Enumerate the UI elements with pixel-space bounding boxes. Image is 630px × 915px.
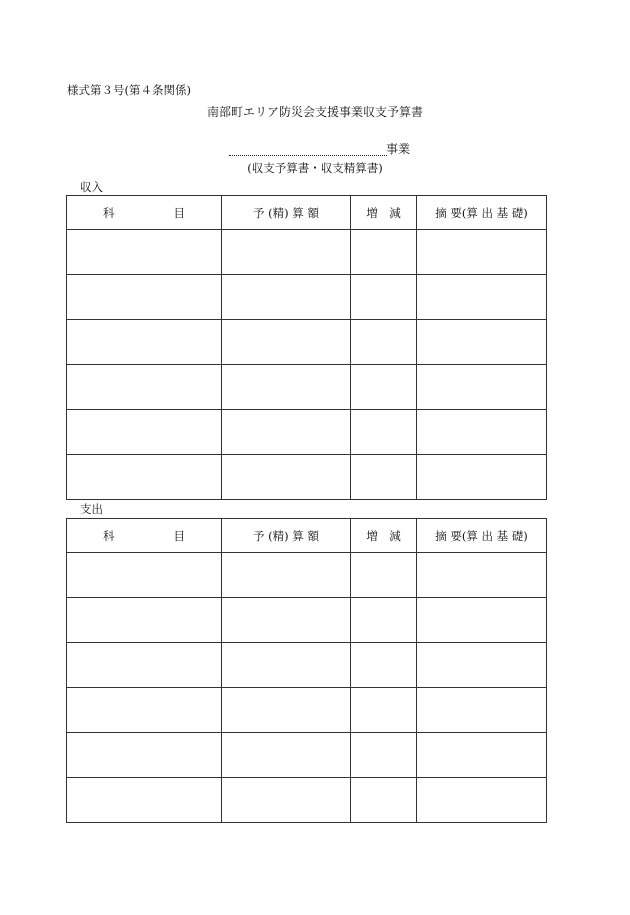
summary-cell[interactable] [417, 320, 547, 365]
change-cell[interactable] [351, 553, 417, 598]
item-cell[interactable] [67, 688, 222, 733]
amount-cell[interactable] [222, 365, 351, 410]
change-cell[interactable] [351, 275, 417, 320]
summary-cell[interactable] [417, 410, 547, 455]
table-row [67, 455, 547, 500]
summary-cell[interactable] [417, 275, 547, 320]
summary-cell[interactable] [417, 365, 547, 410]
summary-cell[interactable] [417, 598, 547, 643]
table-row [67, 733, 547, 778]
project-suffix: 事業 [385, 142, 410, 156]
form-number: 様式第３号(第４条関係) [67, 83, 191, 97]
summary-cell[interactable] [417, 553, 547, 598]
summary-header: 摘 要(算 出 基 礎) [417, 196, 547, 230]
item-header-right: 目 [173, 528, 185, 543]
item-cell[interactable] [67, 733, 222, 778]
table-row [67, 365, 547, 410]
item-cell[interactable] [67, 778, 222, 823]
table-row [67, 778, 547, 823]
summary-cell[interactable] [417, 733, 547, 778]
amount-cell[interactable] [222, 688, 351, 733]
amount-cell[interactable] [222, 733, 351, 778]
project-name-line [229, 141, 410, 157]
amount-cell[interactable] [222, 455, 351, 500]
item-header [67, 196, 222, 230]
income-header-row [67, 196, 547, 230]
expense-header-row [67, 519, 547, 553]
item-header-left: 科 [103, 528, 115, 543]
expense-section-label: 支出 [80, 502, 103, 516]
item-cell[interactable] [67, 230, 222, 275]
change-header: 増 減 [351, 519, 417, 553]
amount-cell[interactable] [222, 598, 351, 643]
amount-cell[interactable] [222, 643, 351, 688]
summary-cell[interactable] [417, 643, 547, 688]
table-row [67, 230, 547, 275]
change-cell[interactable] [351, 410, 417, 455]
amount-cell[interactable] [222, 230, 351, 275]
expense-table [66, 518, 547, 823]
summary-cell[interactable] [417, 688, 547, 733]
item-cell[interactable] [67, 598, 222, 643]
summary-header: 摘 要(算 出 基 礎) [417, 519, 547, 553]
amount-cell[interactable] [222, 275, 351, 320]
amount-cell[interactable] [222, 410, 351, 455]
item-cell[interactable] [67, 410, 222, 455]
item-cell[interactable] [67, 275, 222, 320]
table-row [67, 320, 547, 365]
summary-cell[interactable] [417, 778, 547, 823]
change-cell[interactable] [351, 230, 417, 275]
change-cell[interactable] [351, 320, 417, 365]
change-cell[interactable] [351, 778, 417, 823]
project-name-blank[interactable] [229, 141, 387, 156]
table-row [67, 410, 547, 455]
amount-cell[interactable] [222, 320, 351, 365]
amount-header: 予 (精) 算 額 [222, 519, 351, 553]
change-cell[interactable] [351, 455, 417, 500]
income-table [66, 195, 547, 500]
table-row [67, 598, 547, 643]
table-row [67, 275, 547, 320]
change-cell[interactable] [351, 643, 417, 688]
summary-cell[interactable] [417, 230, 547, 275]
change-cell[interactable] [351, 598, 417, 643]
summary-cell[interactable] [417, 455, 547, 500]
item-cell[interactable] [67, 320, 222, 365]
table-row [67, 688, 547, 733]
item-header-left: 科 [103, 205, 115, 220]
item-header [67, 519, 222, 553]
item-cell[interactable] [67, 365, 222, 410]
amount-cell[interactable] [222, 553, 351, 598]
income-section-label: 収入 [80, 180, 103, 194]
amount-header: 予 (精) 算 額 [222, 196, 351, 230]
item-cell[interactable] [67, 553, 222, 598]
document-kind: (収支予算書・収支精算書) [247, 161, 383, 175]
page-title: 南部町エリア防災会支援事業収支予算書 [206, 105, 423, 119]
item-header-right: 目 [173, 205, 185, 220]
amount-cell[interactable] [222, 778, 351, 823]
table-row [67, 643, 547, 688]
table-row [67, 553, 547, 598]
item-cell[interactable] [67, 455, 222, 500]
change-header: 増 減 [351, 196, 417, 230]
change-cell[interactable] [351, 688, 417, 733]
change-cell[interactable] [351, 733, 417, 778]
item-cell[interactable] [67, 643, 222, 688]
change-cell[interactable] [351, 365, 417, 410]
